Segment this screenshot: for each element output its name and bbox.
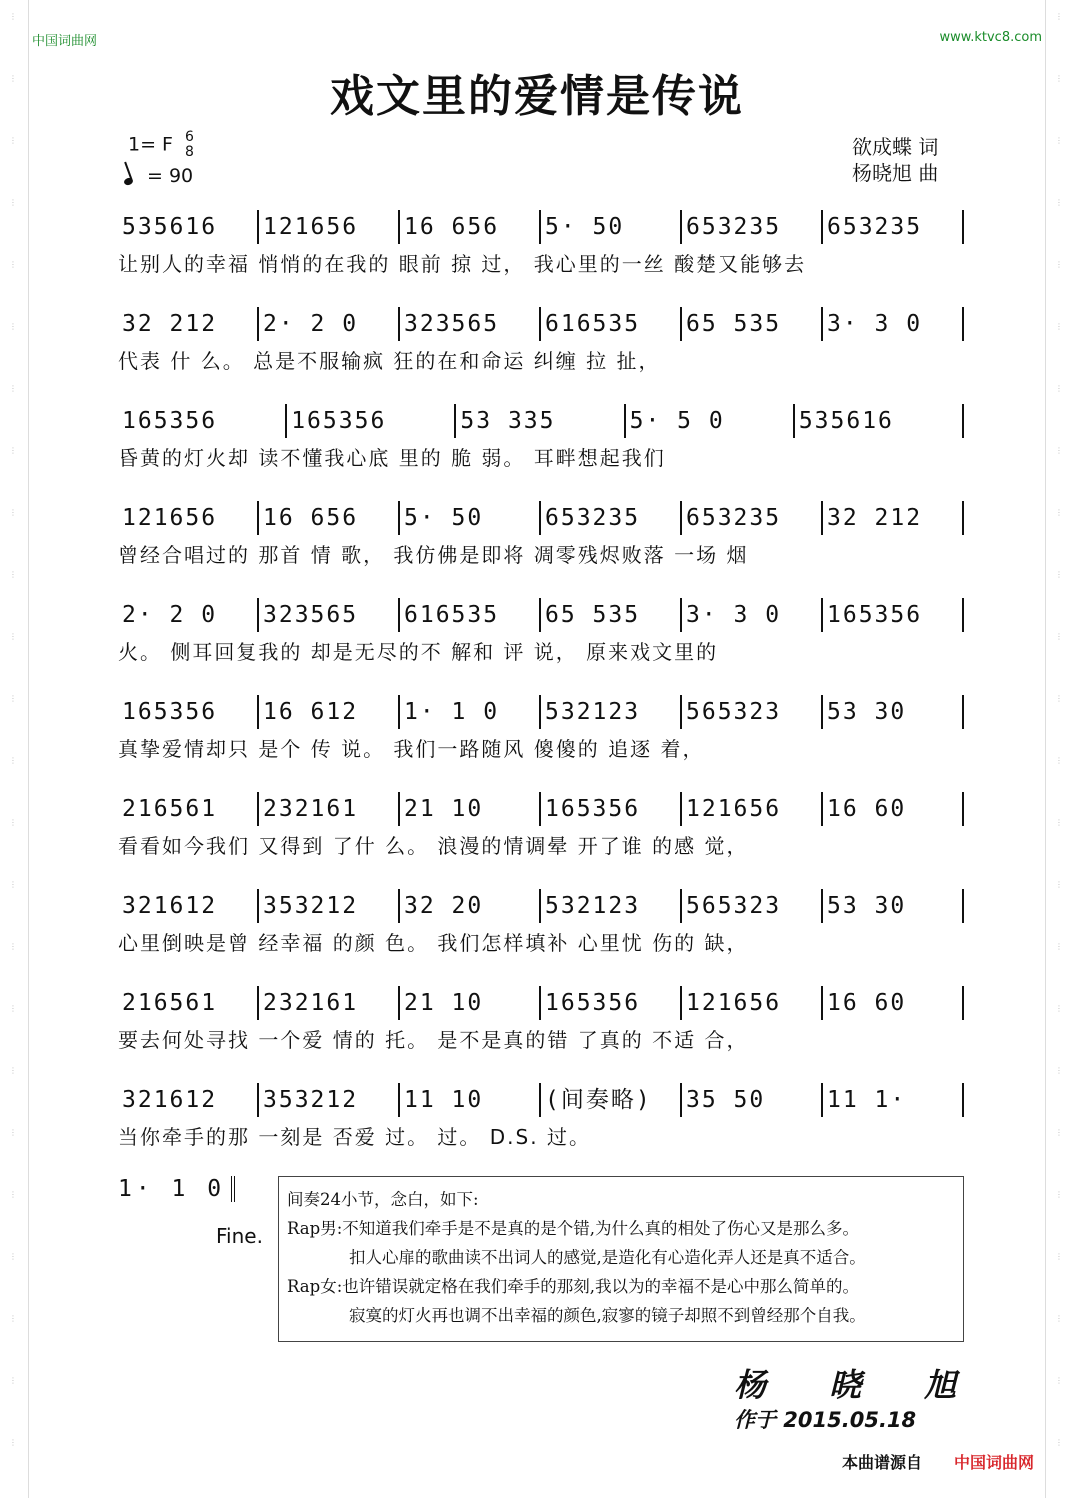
measure: 165356 bbox=[823, 598, 964, 632]
composer: 杨晓旭 曲 bbox=[852, 161, 939, 185]
notation-line bbox=[118, 689, 964, 729]
notation-line bbox=[118, 301, 964, 341]
measure: 65 535 bbox=[541, 598, 682, 632]
measure: 121656 bbox=[259, 210, 400, 244]
margin-watermark-icon: ⋮ bbox=[9, 74, 17, 83]
margin-watermark-icon: ⋮ bbox=[9, 1128, 17, 1137]
ending-block bbox=[118, 1176, 278, 1256]
margin-watermark-icon: ⋮ bbox=[1055, 384, 1063, 393]
margin-watermark-icon: ⋮ bbox=[9, 632, 17, 641]
notation-line bbox=[118, 204, 964, 244]
measure: 53 335 bbox=[456, 404, 625, 438]
measure: 16 60 bbox=[823, 792, 964, 826]
measure: 1· 1 0 bbox=[400, 695, 541, 729]
margin-watermark-icon: ⋮ bbox=[9, 260, 17, 269]
margin-watermark-icon: ⋮ bbox=[1055, 12, 1063, 21]
measure: 32 20 bbox=[400, 889, 541, 923]
score-system bbox=[118, 689, 964, 769]
margin-watermark-icon: ⋮ bbox=[1055, 1376, 1063, 1385]
notation-line bbox=[118, 398, 964, 438]
measure: 216561 bbox=[118, 986, 259, 1020]
margin-watermark-icon: ⋮ bbox=[9, 12, 17, 21]
margin-watermark-icon: ⋮ bbox=[9, 508, 17, 517]
measure: 653235 bbox=[682, 501, 823, 535]
margin-watermark-icon: ⋮ bbox=[9, 446, 17, 455]
score-system bbox=[118, 883, 964, 963]
score-system bbox=[118, 980, 964, 1060]
lyric-line: 昏黄的灯火却 读不懂我心底 里的 脆 弱。 耳畔想起我们 bbox=[118, 446, 666, 470]
measure: 53 30 bbox=[823, 889, 964, 923]
measure: 653235 bbox=[823, 210, 964, 244]
margin-watermark-icon: ⋮ bbox=[1055, 446, 1063, 455]
score-system bbox=[118, 786, 964, 866]
measure: 165356 bbox=[287, 404, 456, 438]
notation-line bbox=[118, 495, 964, 535]
margin-watermark-icon: ⋮ bbox=[1055, 322, 1063, 331]
notation-line bbox=[118, 786, 964, 826]
measure: 323565 bbox=[259, 598, 400, 632]
measure: 616535 bbox=[541, 307, 682, 341]
measure: 165356 bbox=[541, 986, 682, 1020]
margin-watermark-icon: ⋮ bbox=[1055, 198, 1063, 207]
margin-watermark-icon: ⋮ bbox=[1055, 632, 1063, 641]
margin-watermark-icon: ⋮ bbox=[1055, 1128, 1063, 1137]
measure: 16 60 bbox=[823, 986, 964, 1020]
rap-male-label: Rap男: bbox=[287, 1219, 343, 1238]
notation-line bbox=[118, 883, 964, 923]
margin-watermark-icon: ⋮ bbox=[1055, 1190, 1063, 1199]
measure: 321612 bbox=[118, 889, 259, 923]
measure: 121656 bbox=[118, 501, 259, 535]
measure: 565323 bbox=[682, 695, 823, 729]
measure: 21 10 bbox=[400, 792, 541, 826]
score-system bbox=[118, 495, 964, 575]
margin-watermark-icon: ⋮ bbox=[1055, 260, 1063, 269]
ending-notes: 1· 1 0 bbox=[118, 1176, 235, 1202]
time-signature-top: 6 bbox=[185, 129, 194, 145]
right-margin-strip bbox=[1045, 0, 1074, 1498]
margin-watermark-icon: ⋮ bbox=[9, 1314, 17, 1323]
measure: 16 656 bbox=[400, 210, 541, 244]
footer-source: 本曲谱源自 bbox=[842, 1453, 923, 1472]
margin-watermark-icon: ⋮ bbox=[1055, 1004, 1063, 1013]
measure: 32 212 bbox=[118, 307, 259, 341]
lyric-line: 当你牵手的那 一刻是 否爱 过。 过。 D.S. 过。 bbox=[118, 1125, 591, 1149]
margin-watermark-icon: ⋮ bbox=[9, 818, 17, 827]
measure: 353212 bbox=[259, 1083, 400, 1117]
margin-watermark-icon: ⋮ bbox=[1055, 508, 1063, 517]
rap-female-label: Rap女: bbox=[287, 1277, 343, 1296]
time-signature-bottom: 8 bbox=[185, 144, 194, 160]
footer-site[interactable]: 中国词曲网 bbox=[954, 1453, 1035, 1472]
quarter-note-icon bbox=[123, 177, 134, 187]
margin-watermark-icon: ⋮ bbox=[9, 942, 17, 951]
rap-male-line-1 bbox=[287, 1214, 955, 1243]
rap-female-text-1: 也许错误就定格在我们牵手的那刻,我以为的幸福不是心中那么简单的。 bbox=[342, 1277, 860, 1296]
margin-watermark-icon: ⋮ bbox=[9, 1252, 17, 1261]
measure: 35 50 bbox=[682, 1083, 823, 1117]
measure: 165356 bbox=[541, 792, 682, 826]
tempo-value: = 90 bbox=[147, 165, 194, 187]
measure: 565323 bbox=[682, 889, 823, 923]
rap-box bbox=[278, 1176, 964, 1342]
measure: 323565 bbox=[400, 307, 541, 341]
margin-watermark-icon: ⋮ bbox=[9, 1066, 17, 1075]
lyric-line: 让别人的幸福 悄悄的在我的 眼前 掠 过， 我心里的一丝 酸楚又能够去 bbox=[118, 252, 807, 276]
measure: 535616 bbox=[118, 210, 259, 244]
notation-line bbox=[118, 1077, 964, 1117]
measure: 532123 bbox=[541, 695, 682, 729]
fine-label: Fine. bbox=[216, 1224, 263, 1248]
rap-female-line-2: 寂寞的灯火再也调不出幸福的颜色,寂寥的镜子却照不到曾经那个自我。 bbox=[349, 1306, 866, 1325]
margin-watermark-icon: ⋮ bbox=[9, 1190, 17, 1199]
measure: 53 30 bbox=[823, 695, 964, 729]
time-signature bbox=[185, 130, 194, 160]
measure: 121656 bbox=[682, 792, 823, 826]
measure: (间奏略) bbox=[541, 1083, 682, 1117]
signature-date: 作于 2015.05.18 bbox=[734, 1408, 917, 1432]
margin-watermark-icon: ⋮ bbox=[1055, 942, 1063, 951]
measure: 65 535 bbox=[682, 307, 823, 341]
song-title: 戏文里的爱情是传说 bbox=[330, 71, 744, 122]
site-name-left[interactable]: 中国词曲网 bbox=[32, 34, 98, 49]
measure: 16 612 bbox=[259, 695, 400, 729]
margin-watermark-icon: ⋮ bbox=[1055, 1252, 1063, 1261]
notation-line bbox=[118, 980, 964, 1020]
notation-line bbox=[118, 592, 964, 632]
margin-watermark-icon: ⋮ bbox=[9, 880, 17, 889]
measure: 11 10 bbox=[400, 1083, 541, 1117]
rap-male-line-2: 扣人心扉的歌曲读不出词人的感觉,是造化有心造化弄人还是真不适合。 bbox=[349, 1248, 866, 1267]
lyric-line: 要去何处寻找 一个爱 情的 托。 是不是真的错 了真的 不适 合， bbox=[118, 1028, 749, 1052]
measure: 3· 3 0 bbox=[823, 307, 964, 341]
lyric-line: 代表 什 么。 总是不服输疯 狂的在和命运 纠缠 拉 扯， bbox=[118, 349, 661, 373]
key-signature bbox=[128, 130, 194, 160]
measure: 232161 bbox=[259, 986, 400, 1020]
key-label: 1= F bbox=[128, 133, 173, 156]
lyric-line: 看看如今我们 又得到 了什 么。 浪漫的情调晕 开了谁 的感 觉， bbox=[118, 834, 749, 858]
signature-name: 杨 晓 旭 bbox=[734, 1366, 983, 1404]
credits bbox=[852, 134, 938, 186]
margin-watermark-icon: ⋮ bbox=[9, 1438, 17, 1447]
score-system bbox=[118, 301, 964, 381]
measure: 165356 bbox=[118, 404, 287, 438]
measure: 2· 2 0 bbox=[118, 598, 259, 632]
measure: 616535 bbox=[400, 598, 541, 632]
measure: 532123 bbox=[541, 889, 682, 923]
score-system bbox=[118, 398, 964, 478]
tempo-marking bbox=[124, 165, 193, 187]
margin-watermark-icon: ⋮ bbox=[9, 570, 17, 579]
margin-watermark-icon: ⋮ bbox=[9, 322, 17, 331]
margin-watermark-icon: ⋮ bbox=[1055, 74, 1063, 83]
score-system bbox=[118, 204, 964, 284]
measure: 5· 5 0 bbox=[626, 404, 795, 438]
margin-watermark-icon: ⋮ bbox=[9, 1004, 17, 1013]
measure: 653235 bbox=[682, 210, 823, 244]
margin-watermark-icon: ⋮ bbox=[9, 756, 17, 765]
margin-watermark-icon: ⋮ bbox=[1055, 1066, 1063, 1075]
site-url-right[interactable]: www.ktvc8.com bbox=[939, 30, 1042, 45]
margin-watermark-icon: ⋮ bbox=[1055, 880, 1063, 889]
rap-female-line-1 bbox=[287, 1272, 955, 1301]
measure: 216561 bbox=[118, 792, 259, 826]
measure: 2· 2 0 bbox=[259, 307, 400, 341]
lyric-line: 心里倒映是曾 经幸福 的颜 色。 我们怎样填补 心里忧 伤的 缺， bbox=[118, 931, 749, 955]
margin-watermark-icon: ⋮ bbox=[9, 384, 17, 393]
score-system bbox=[118, 1077, 964, 1157]
rap-intro: 间奏24小节，念白，如下: bbox=[287, 1190, 479, 1209]
measure: 321612 bbox=[118, 1083, 259, 1117]
left-margin-strip bbox=[0, 0, 29, 1498]
measure: 5· 50 bbox=[541, 210, 682, 244]
margin-watermark-icon: ⋮ bbox=[1055, 1314, 1063, 1323]
measure: 535616 bbox=[795, 404, 964, 438]
margin-watermark-icon: ⋮ bbox=[1055, 136, 1063, 145]
margin-watermark-icon: ⋮ bbox=[1055, 570, 1063, 579]
margin-watermark-icon: ⋮ bbox=[1055, 694, 1063, 703]
score-system bbox=[118, 592, 964, 672]
measure: 653235 bbox=[541, 501, 682, 535]
lyric-line: 真挚爱情却只 是个 传 说。 我们一路随风 傻傻的 追逐 着， bbox=[118, 737, 705, 761]
lyricist: 欲成蝶 词 bbox=[852, 135, 939, 159]
lyric-line: 曾经合唱过的 那首 情 歌， 我仿佛是即将 凋零残烬败落 一场 烟 bbox=[118, 543, 749, 567]
margin-watermark-icon: ⋮ bbox=[9, 694, 17, 703]
measure: 353212 bbox=[259, 889, 400, 923]
measure: 165356 bbox=[118, 695, 259, 729]
lyric-line: 火。 侧耳回复我的 却是无尽的不 解和 评 说， 原来戏文里的 bbox=[118, 640, 719, 664]
measure: 16 656 bbox=[259, 501, 400, 535]
margin-watermark-icon: ⋮ bbox=[9, 1376, 17, 1385]
measure: 21 10 bbox=[400, 986, 541, 1020]
margin-watermark-icon: ⋮ bbox=[1055, 1438, 1063, 1447]
measure: 232161 bbox=[259, 792, 400, 826]
measure: 11 1· bbox=[823, 1083, 964, 1117]
measure: 3· 3 0 bbox=[682, 598, 823, 632]
measure: 121656 bbox=[682, 986, 823, 1020]
margin-watermark-icon: ⋮ bbox=[1055, 756, 1063, 765]
margin-watermark-icon: ⋮ bbox=[9, 198, 17, 207]
measure: 32 212 bbox=[823, 501, 964, 535]
margin-watermark-icon: ⋮ bbox=[1055, 818, 1063, 827]
rap-male-text-1: 不知道我们牵手是不是真的是个错,为什么真的相处了伤心又是那么多。 bbox=[342, 1219, 860, 1238]
measure: 5· 50 bbox=[400, 501, 541, 535]
margin-watermark-icon: ⋮ bbox=[9, 136, 17, 145]
